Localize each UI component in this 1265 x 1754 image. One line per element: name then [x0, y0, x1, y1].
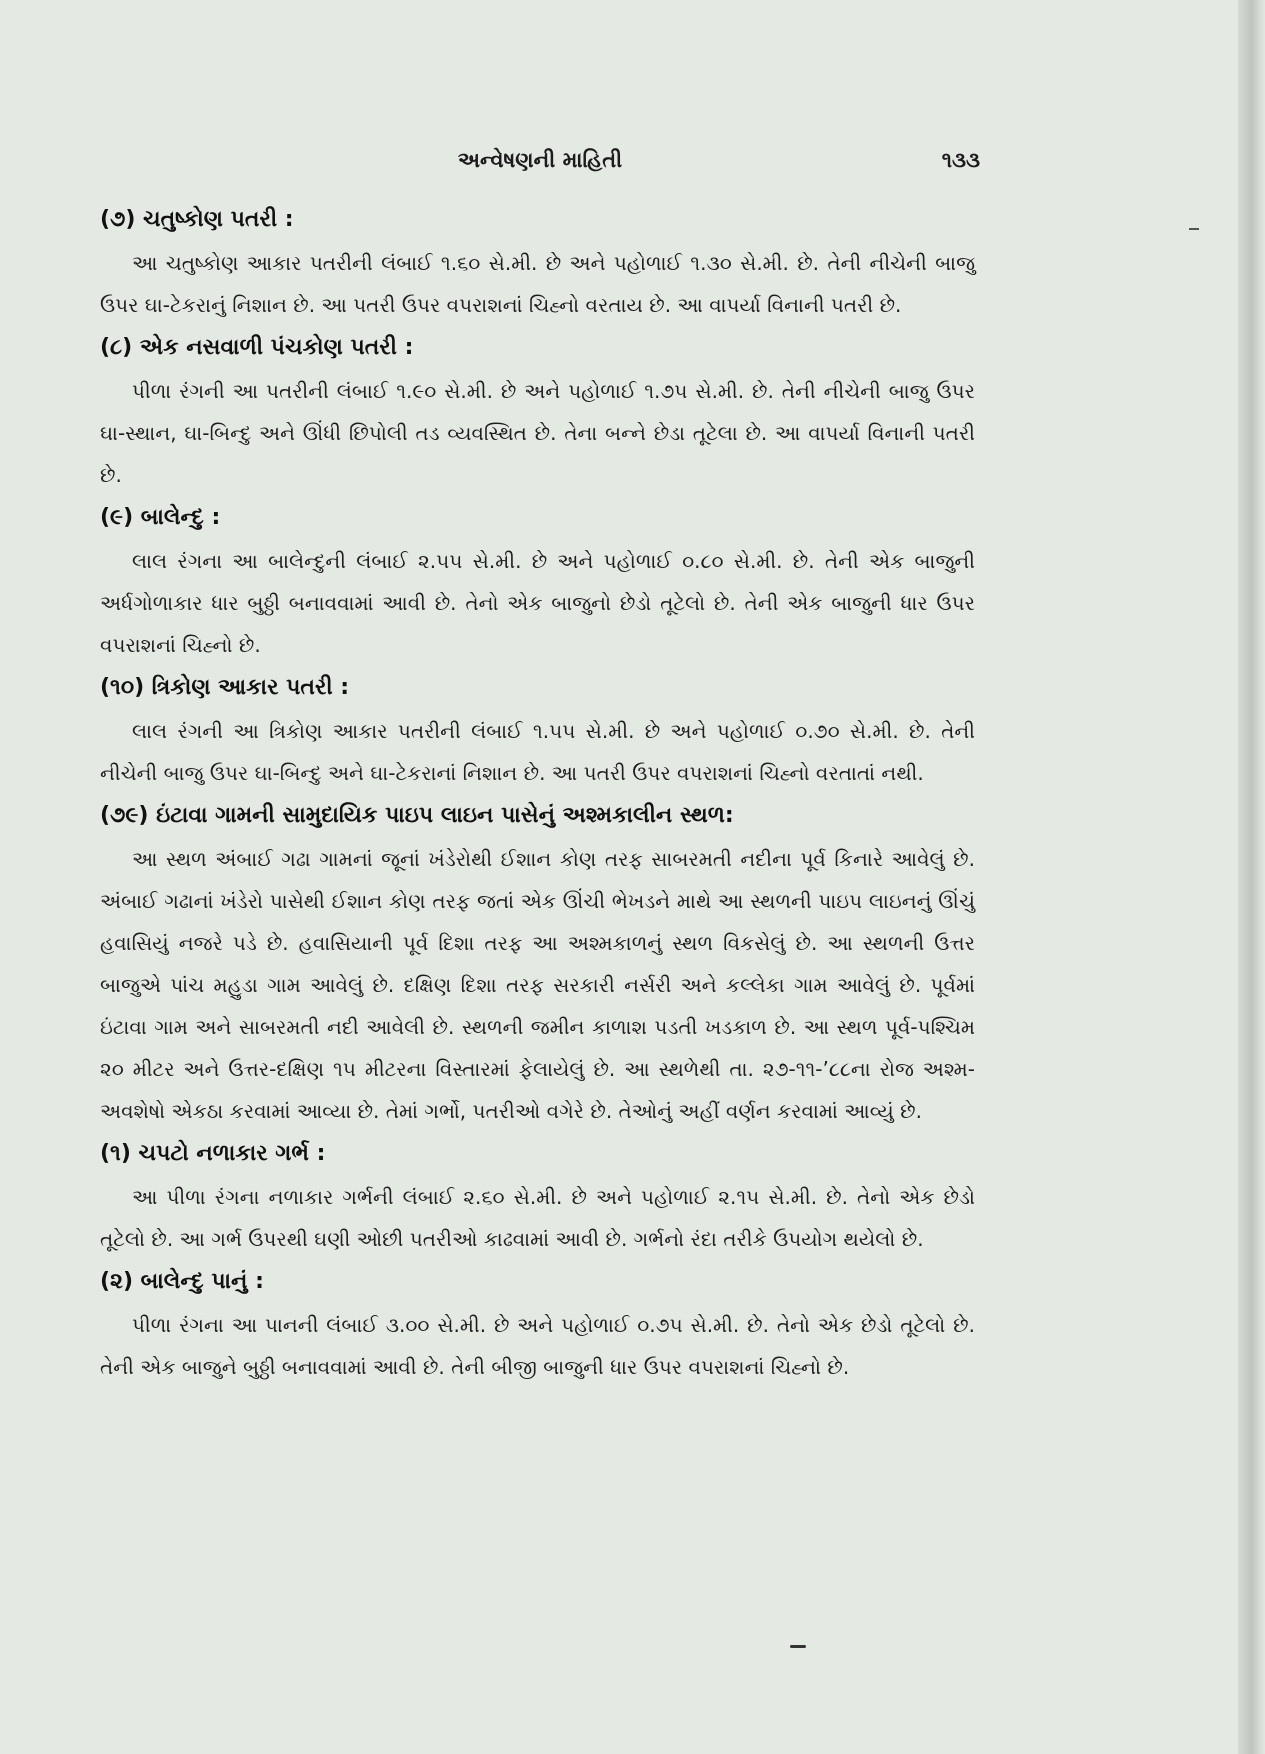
- section-heading: (૮) એક નસવાળી પંચકોણ પતરી :: [100, 335, 414, 360]
- section-heading: (૧) ચપટો નળાકાર ગર્ભ :: [100, 1141, 326, 1166]
- section-heading: (૧૦) ત્રિકોણ આકાર પતરી :: [100, 675, 350, 700]
- section-paragraph: લાલ રંગના આ બાલેન્દુની લંબાઈ ૨.૫૫ સે.મી. છે અને પહોળાઈ ૦.૮૦ સે.મી. છે. તેની એક બાજુની અર્ધગોળાકાર ધાર બુઠ્ઠી બનાવવામાં આવી છે. તેનો એક બાજુનો છેડો તૂટેલો છે. તેની એક બાજુની ધાર ઉપર વપરાશનાં ચિહ્નો છે.: [100, 549, 975, 657]
- running-header: [100, 148, 980, 188]
- section-heading: (૨) બાલેન્દુ પાનું :: [100, 1269, 264, 1294]
- page-number: ૧૩૩: [941, 148, 980, 172]
- section-paragraph: આ પીળા રંગના નળાકાર ગર્ભની લંબાઈ ૨.૬૦ સે.મી. છે અને પહોળાઈ ૨.૧૫ સે.મી. છે. તેનો એક છેડો તૂટેલો છે. આ ગર્ભ ઉપરથી ઘણી ઓછી પતરીઓ કાઢવામાં આવી છે. ગર્ભનો રંદા તરીકે ઉપયોગ થયેલો છે.: [100, 1185, 975, 1251]
- footer-dash: [790, 1645, 806, 1648]
- page-edge-shadow: [1238, 0, 1265, 1754]
- section-paragraph: પીળા રંગની આ પતરીની લંબાઈ ૧.૯૦ સે.મી. છે અને પહોળાઈ ૧.૭૫ સે.મી. છે. તેની નીચેની બાજુ ઉપર ઘા-સ્થાન, ઘા-બિન્દુ અને ઊંધી છિપોલી તડ વ્યવસ્થિત છે. તેના બન્ને છેડા તૂટેલા છે. આ વાપર્યા વિનાની પતરી છે.: [100, 379, 975, 487]
- section-heading: (૯) બાલેન્દુ :: [100, 505, 221, 530]
- section-paragraph: લાલ રંગની આ ત્રિકોણ આકાર પતરીની લંબાઈ ૧.૫૫ સે.મી. છે અને પહોળાઈ ૦.૭૦ સે.મી. છે. તેની નીચેની બાજુ ઉપર ઘા-બિન્દુ અને ઘા-ટેકરાનાં નિશાન છે. આ પતરી ઉપર વપરાશનાં ચિહ્નો વરતાતાં નથી.: [100, 719, 975, 785]
- section-paragraph: પીળા રંગના આ પાનની લંબાઈ ૩.૦૦ સે.મી. છે અને પહોળાઈ ૦.૭૫ સે.મી. છે. તેનો એક છેડો તૂટેલો છે. તેની એક બાજુને બુઠ્ઠી બનાવવામાં આવી છે. તેની બીજી બાજુની ધાર ઉપર વપરાશનાં ચિહ્નો છે.: [100, 1313, 975, 1379]
- running-title: અન્વેષણની માહિતી: [457, 148, 623, 172]
- section-heading: (૭) ચતુષ્કોણ પતરી :: [100, 207, 294, 232]
- page-body: [100, 198, 975, 1388]
- site-heading: (૭૯) ઇંટાવા ગામની સામુદાયિક પાઇપ લાઇન પાસેનું અશ્મકાલીન સ્થળ:: [100, 803, 734, 828]
- site-paragraph: આ સ્થળ અંબાઈ ગઢા ગામનાં જૂનાં ખંડેરોથી ઈશાન કોણ તરફ સાબરમતી નદીના પૂર્વ કિનારે આવેલું છે. અંબાઈ ગઢાનાં ખંડેરો પાસેથી ઈશાન કોણ તરફ જતાં એક ઊંચી ભેખડને માથે આ સ્થળની પાઇપ લાઇનનું ઊંચું હવાસિયું નજરે પડે છે. હવાસિયાની પૂર્વ દિશા તરફ આ અશ્મકાળનું સ્થળ વિકસેલું છે. આ સ્થળની ઉત્તર બાજુએ પાંચ મહુડા ગામ આવેલું છે. દક્ષિણ દિશા તરફ સરકારી નર્સરી અને કલ્લેકા ગામ આવેલું છે. પૂર્વમાં ઇંટાવા ગામ અને સાબરમતી નદી આવેલી છે. સ્થળની જમીન કાળાશ પડતી ખડકાળ છે. આ સ્થળ પૂર્વ-પશ્ચિમ ૨૦ મીટર અને ઉત્તર-દક્ષિણ ૧૫ મીટરના વિસ્તારમાં ફેલાયેલું છે. આ સ્થળેથી તા. ૨૭-૧૧-’૮૮ના રોજ અશ્મ-અવશેષો એકઠા કરવામાં આવ્યા છે. તેમાં ગર્ભો, પતરીઓ વગેરે છે. તેઓનું અહીં વર્ણન કરવામાં આવ્યું છે.: [100, 847, 975, 1123]
- margin-mark: [1189, 228, 1199, 230]
- section-paragraph: આ ચતુષ્કોણ આકાર પતરીની લંબાઈ ૧.૬૦ સે.મી. છે અને પહોળાઈ ૧.૩૦ સે.મી. છે. તેની નીચેની બાજુ ઉપર ઘા-ટેકરાનું નિશાન છે. આ પતરી ઉપર વપરાશનાં ચિહ્નો વરતાય છે. આ વાપર્યા વિનાની પતરી છે.: [100, 251, 975, 317]
